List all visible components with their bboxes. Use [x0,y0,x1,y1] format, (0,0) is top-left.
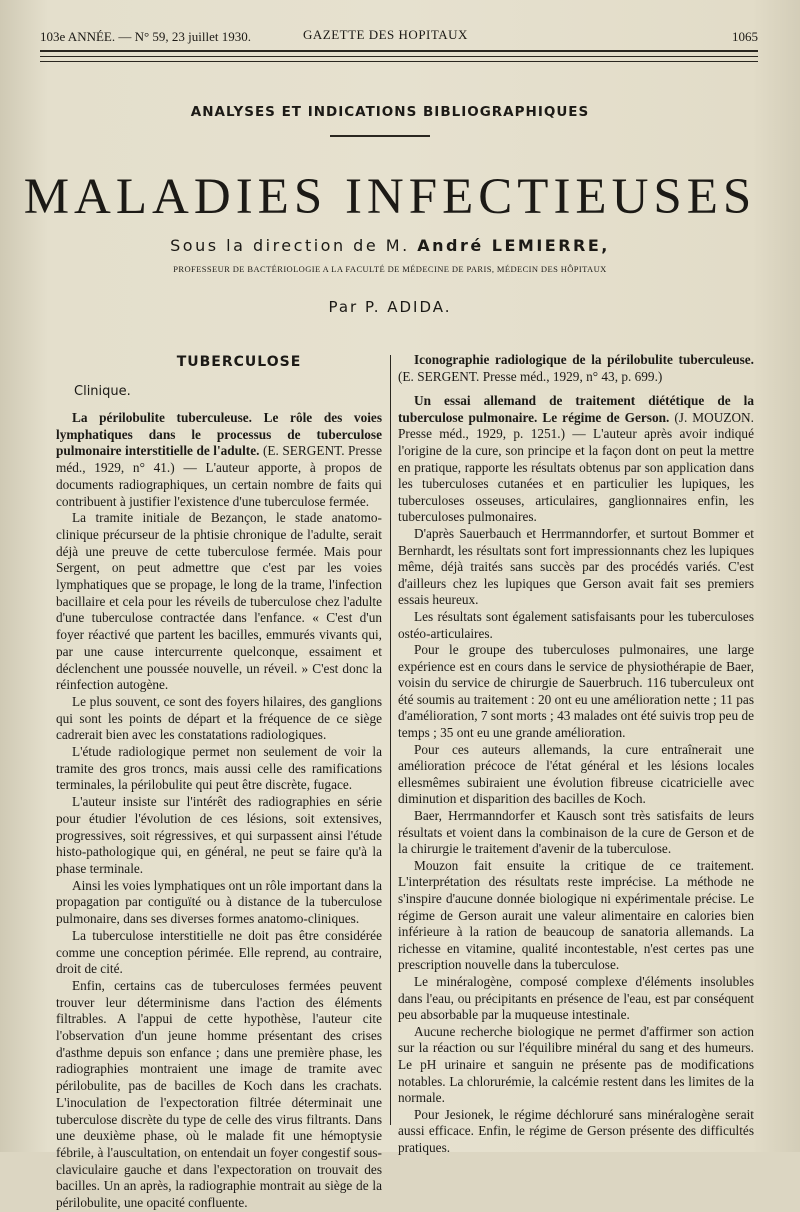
article-paragraph [56,410,382,510]
left-column [56,352,382,1212]
author-line: Par P. ADIDA. [328,298,452,316]
article-reference: (E. SERGENT. Presse méd., 1929, n° 41.) [56,443,383,476]
header-rule [40,50,758,52]
section-title: ANALYSES ET INDICATIONS BIBLIOGRAPHIQUES [190,104,590,120]
paragraph: L'auteur insiste sur l'intérêt des radiographies en série pour étudier l'évolution de ces lésions, soit extensives, progressives, soit régressives, et qui surpassent ainsi l'étude histo-pathologique qui, en général, ne peut se faire qu'à la phase terminale. [56,794,382,876]
paragraph: Les résultats sont également satisfaisants pour les tuberculoses ostéo-articulaires. [398,608,754,641]
article-reference: (J. MOUZON. Presse méd., 1929, p. 1251.) [398,409,754,442]
column-heading: TUBERCULOSE [176,354,302,370]
paragraph: Enfin, certains cas de tuberculoses fermées peuvent trouver leur déterminisme dans l'action des éléments filtrables. A l'appui de cette hypothèse, l'auteur cite l'observation d'un jeune homme présentant des crises d'asthme depuis son enfance ; dans une première phase, les radiographies montraient une image de tramite avec périlobulite, pas de bacilles de Koch dans les crachats. L'inoculation de l'expectoration filtrée déterminait une tuberculose discrète du type de celle des virus filtrants. Dans une deuxième phase, où le malade fit une hémoptysie fébrile, à l'auscultation, on entendait un foyer congestif sous-claviculaire gauche et dans l'expectoration on trouvait des bacilles. Un an après, la radiographie montrait au siège de la périlobulite, une opacité confluente. [56,977,382,1211]
paragraph: L'étude radiologique permet non seulement de voir la tramite des gros troncs, mais aussi celle des ramifications terminales, la périlobulite qui peut être discrète, fugace. [56,744,382,793]
page-number: 1065 [732,29,758,44]
header-rule [40,56,758,57]
paragraph: Pour Jesionek, le régime déchloruré sans minéralogène serait aussi efficace. Enfin, le régime de Gerson présente des difficultés pratiques. [398,1106,754,1155]
main-title: MALADIES INFECTIEUSES [23,169,757,225]
paragraph: Baer, Herrmanndorfer et Kausch sont très satisfaits de leurs résultats et voient dans la combinaison de la cure de Gerson et de la chirurgie le traitement d'avenir de la tuberculose. [398,808,754,857]
paragraph: Pour ces auteurs allemands, la cure entraînerait une amélioration précoce de l'état général et les lésions locales ellesmêmes subiraient une évolution fibreuse cicatricielle avec diminution et disparition des bacilles de Koch. [398,741,754,807]
paragraph: La tramite initiale de Bezançon, le stade anatomo-clinique précurseur de la phtisie chronique de l'adulte, serait déjà une preuve de cette tuberculose fermée. Mais pour Sergent, on peut admettre que c'est par les voies lymphatiques que se propage, le long de la trame, l'infection bacillaire et cela pour les réveils de tuberculose chez l'adulte d'une tuberculose contractée dans l'enfance. « C'est d'un foyer réactivé que partent les bacilles, emmurés vivants qui, par une cause intercurrente quelconque, essaiment et déclenchent une poussée nouvelle, un réveil. » C'est donc la réinfection autogène. [56,510,382,693]
article-reference: (E. SERGENT. Presse méd., 1929, n° 43, p. 699.) [398,368,663,384]
article-title: La périlobulite tuberculeuse. Le rôle des voies lymphatiques dans le processus de tuberculose pulmonaire interstitielle de l'adulte. [56,410,382,459]
article-text: — L'auteur apporte, à propos de documents radiographiques, un certain nombre de faits qui contribuent à justifier l'existence d'une tuberculose fermée. [56,460,382,509]
article-title: Iconographie radiologique de la périlobulite tuberculeuse. [414,352,754,367]
professor-line: PROFESSEUR DE BACTÉRIOLOGIE A LA FACULTÉ DE MÉDECINE DE PARIS, MÉDECIN DES HÔPITAUX [173,264,607,274]
article-paragraph [398,352,754,385]
direction-line [0,236,780,255]
direction-prefix: Sous la direction de M. [170,236,410,255]
article-text: — L'auteur après avoir indiqué l'origine de la cure, son principe et la façon dont on peut la mettre en pratique, rapporte les résultats obtenus par son application dans les tuberculoses cutanées et en particulier les lupiques, les tuberculoses osseuses, articulaires, ganglionnaires enfin, les tuberculoses pulmonaires. [398,426,754,525]
header-rule [40,61,758,62]
right-column [398,352,754,1157]
paragraph: Ainsi les voies lymphatiques ont un rôle important dans la propagation par contiguïté ou à distance de la tuberculose pulmonaire, dans ses diverses formes anatomo-cliniques. [56,877,382,927]
director-name: André LEMIERRE, [417,236,610,255]
journal-name: GAZETTE DES HOPITAUX [303,27,468,42]
paragraph: Mouzon fait ensuite la critique de ce traitement. L'interprétation des résultats reste imprécise. La méthode ne s'inspire d'aucune donnée biologique ni expérimentale précise. Le régime de Gerson aurait une valeur alimentaire en calories bien inférieure à la ration de beaucoup de sanatoria allemands. La richesse en vitamine, qualité incontestable, n'est certes pas une prescription nouvelle dans la tuberculose. [398,857,754,973]
ornament-divider [330,135,430,137]
paragraph: Le minéralogène, composé complexe d'éléments insolubles dans l'eau, ou précipitants en présence de l'eau, est par conséquent peu absorbable par la muqueuse intestinale. [398,973,754,1023]
paragraph: D'après Sauerbauch et Herrmanndorfer, et surtout Bommer et Bernhardt, les résultats sont fort impressionnants chez les lupiques même, déjà traités sans succès par des procédés variés. C'est d'ailleurs chez les lupiques que Gerson avait fait ses premiers essais heureux. [398,525,754,608]
column-divider [390,355,391,1125]
paragraph: La tuberculose interstitielle ne doit pas être considérée comme une conception périmée. Elle reprend, au contraire, droit de cité. [56,927,382,977]
column-subheading: Clinique. [74,384,131,399]
paragraph: Pour le groupe des tuberculoses pulmonaires, une large expérience est en cours dans le service de physiothérapie de Baer, voisin du service de chirurgie de Sauerbruch. 116 tuberculeux ont été soumis au traitement : 20 ont eu une amélioration nette ; 11 pas d'amélioration, 7 sont morts ; 43 malades ont été suivis trop peu de temps ; 35 ont eu une grande amélioration. [398,642,754,741]
paragraph: Le plus souvent, ce sont des foyers hilaires, des ganglions qui sont les points de départ et la fréquence de ce siège cadrerait bien avec les constatations radiologiques. [56,693,382,743]
issue-info: 103e ANNÉE. — N° 59, 23 juillet 1930. [40,29,252,44]
article-title: Un essai allemand de traitement diététique de la tuberculose pulmonaire. Le régime de Gerson. [398,393,754,425]
paragraph: Aucune recherche biologique ne permet d'affirmer son action sur la réaction ou sur l'équilibre minéral du sang et des humeurs. Le pH urinaire et sanguin ne présente pas de modifications notables. La chlorurémie, la calcémie restent dans les limites de la normale. [398,1023,754,1106]
running-header [40,25,758,45]
article-paragraph [398,393,754,526]
